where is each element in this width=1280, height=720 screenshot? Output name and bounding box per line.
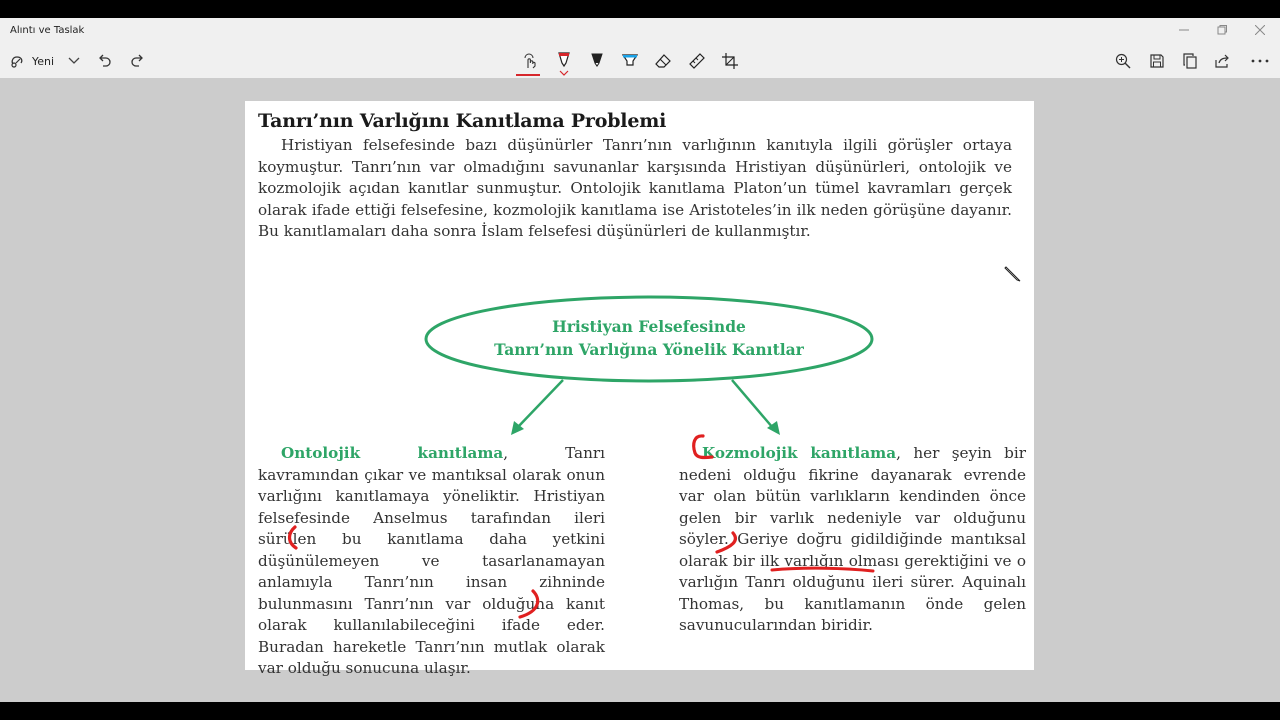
eraser-icon (655, 54, 671, 68)
chevron-down-icon (68, 57, 80, 65)
close-icon[interactable] (1250, 22, 1270, 40)
ink-bracket-left-1 (290, 527, 297, 548)
new-snip-button[interactable] (10, 50, 54, 72)
touch-writing-icon (522, 53, 538, 69)
pen-options-chevron[interactable] (559, 70, 569, 76)
ink-underline (772, 568, 873, 571)
ink-bracket-right-top (694, 436, 712, 458)
ontological-text: , Tanrı kavramından çıkar ve mantıksal olarak onun varlığını kanıtlamaya yöneliktir. Hristiyan felsefesinde Anselmus tarafından ileri sürülen bu kanıtlama daha yetkini düşünülemeyen ve tasarlanamayan anlamıyla Tanrı’nın insan zihninde bulunmasını Tanrı’nın var olduğuna kanıt olarak kullanılabileceğini ifade eder. Buradan hareketle Tanrı’nın mutlak olarak var olduğu sonucuna ulaşır. (258, 444, 606, 677)
pencil-icon (590, 53, 604, 69)
zoom-icon (1115, 53, 1131, 69)
toolbar (0, 44, 1280, 78)
diagram-title-line1: Hristiyan Felsefesinde (552, 317, 746, 336)
ink-bracket-left-2 (520, 591, 538, 617)
redo-icon (131, 54, 145, 68)
top-letterbox (0, 0, 1280, 18)
ballpoint-pen-button[interactable] (554, 50, 574, 72)
section-heading: Tanrı’nın Varlığını Kanıtlama Problemi (258, 110, 667, 132)
active-tool-indicator (516, 74, 540, 76)
touch-writing-button[interactable] (520, 50, 540, 72)
eraser-button[interactable] (653, 50, 673, 72)
zoom-button[interactable] (1113, 50, 1133, 72)
ruler-button[interactable] (687, 50, 707, 72)
ballpoint-pen-icon (557, 52, 571, 70)
highlighter-icon (622, 53, 638, 69)
highlighter-button[interactable] (620, 50, 640, 72)
bottom-letterbox (0, 702, 1280, 720)
pen-cursor-icon (1004, 265, 1022, 283)
ink-annotations (245, 101, 1034, 670)
pencil-button[interactable] (588, 50, 606, 72)
undo-button[interactable] (95, 50, 113, 72)
minimize-icon[interactable] (1174, 22, 1194, 40)
ontological-term: Ontolojik kanıtlama (281, 444, 504, 462)
share-button[interactable] (1213, 50, 1233, 72)
ruler-icon (689, 53, 705, 69)
app-title: Alıntı ve Taslak (10, 25, 85, 36)
intro-paragraph: Hristiyan felsefesinde bazı düşünürler Tanrı’nın varlığının kanıtıyla ilgili görüşler ortaya koymuştur. Tanrı’nın var olmadığını savunanlar karşısında Hristiyan düşünürleri, ontolojik ve kozmolojik açıdan kanıtlar sunmuştur. Ontolojik kanıtlama Platon’un tümel kavramları gerçek olarak ifade ettiği felsefesine, kozmolojik kanıtlama ise Aristoteles’in ilk neden görüşüne dayanır. Bu kanıtlamaları daha sonra İslam felsefesi düşünürleri de kullanmıştır. (258, 136, 1012, 241)
title-bar (0, 18, 1280, 44)
save-button[interactable] (1147, 50, 1167, 72)
redo-button[interactable] (129, 50, 147, 72)
restore-icon[interactable] (1212, 22, 1232, 40)
more-icon (1251, 59, 1269, 63)
cosmological-term: Kozmolojik kanıtlama (702, 444, 897, 462)
new-snip-icon (10, 53, 26, 69)
crop-button[interactable] (720, 50, 740, 72)
cosmological-text: , her şeyin bir nedeni olduğu fikrine dayanarak evrende var olan bütün varlıkların kendinden önce gelen bir varlık nedeniyle var olduğunu söyler. Geriye doğru gidildiğinde mantıksal olarak bir ilk varlığın olması gerektiğini ve o varlığın Tanrı olduğunu ileri sürer. Aquinalı Thomas, bu kanıtlamanın önde gelen savunucularından biridir. (679, 444, 1026, 634)
undo-icon (97, 54, 111, 68)
ink-bracket-right-2 (717, 533, 735, 552)
crop-icon (722, 53, 738, 69)
snip-image (245, 101, 1034, 677)
new-button-label: Yeni (32, 54, 55, 68)
diagram-title-line2: Tanrı’nın Varlığına Yönelik Kanıtlar (494, 340, 804, 359)
new-options-button[interactable] (66, 50, 82, 72)
more-button[interactable] (1249, 50, 1271, 72)
copy-button[interactable] (1180, 50, 1200, 72)
copy-icon (1183, 53, 1197, 69)
share-icon (1215, 54, 1231, 68)
save-icon (1150, 54, 1164, 68)
